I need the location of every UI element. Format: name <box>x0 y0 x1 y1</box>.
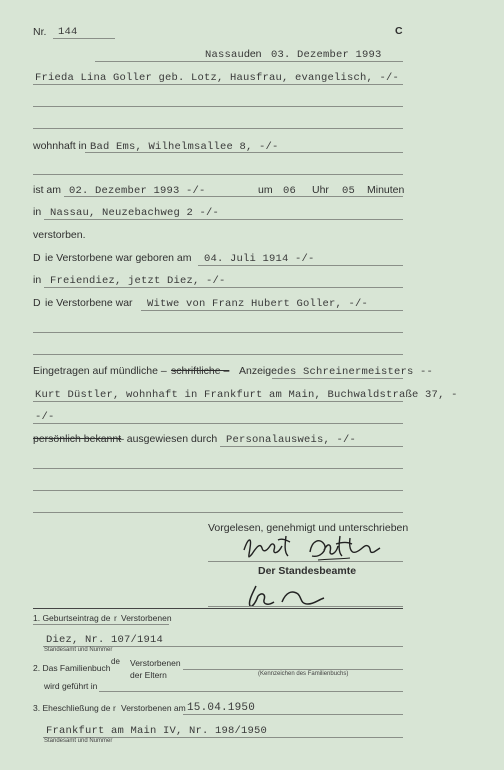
blank-rule-4 <box>33 332 403 333</box>
birth-date-rule <box>198 265 403 266</box>
registrar-label: Der Standesbeamte <box>258 565 357 577</box>
informant-signature <box>238 532 383 564</box>
footnote-2-label: 2. Das Familienbuch <box>33 663 111 673</box>
nr-rule <box>53 38 115 39</box>
marriage-date: 15.04.1950 <box>187 702 256 714</box>
footnote-1-rule-a <box>33 624 169 625</box>
footnote-3-label: 3. Eheschließung de <box>33 703 111 713</box>
residence-label: wohnhaft in <box>33 140 87 152</box>
marital-status: Witwe von Franz Hubert Goller, -/- <box>147 298 369 310</box>
footnote-3-caption: Standesamt und Nummer <box>44 738 113 744</box>
death-date-label: ist am <box>33 184 62 196</box>
blank-rule-7 <box>33 490 403 491</box>
blank-rule-5 <box>33 354 403 355</box>
death-place: Nassau, Neuzebachweg 2 -/- <box>50 207 220 219</box>
informant-line-1: des Schreinermeisters -- <box>277 366 434 378</box>
uhr-label: Uhr <box>312 184 329 196</box>
blank-rule-2 <box>33 128 403 129</box>
footnote-2-caption: (Kennzeichen des Familienbuchs) <box>258 671 349 677</box>
section-divider <box>33 608 403 609</box>
minuten-label: Minuten <box>367 184 405 196</box>
footnote-1-caption: Standesamt und Nummer <box>44 647 113 653</box>
place-date-rule <box>95 61 403 62</box>
birth-d-prefix: D <box>33 252 41 264</box>
place: Nassau <box>205 49 245 61</box>
den-label: den <box>244 48 262 60</box>
death-place-rule <box>44 219 403 220</box>
blank-rule-3 <box>33 174 403 175</box>
marital-d-prefix: D <box>33 297 41 309</box>
footnote-2-rule-a <box>183 669 403 670</box>
id-rule <box>220 446 403 447</box>
footnote-3-suffix: Verstorbenen am <box>121 703 186 713</box>
informant-line-2: Kurt Düstler, wohnhaft in Frankfurt am Main, Buchwaldstraße 37, - <box>35 389 458 401</box>
footnote-2-eltern: der Eltern <box>130 670 167 680</box>
blank-rule-8 <box>33 512 403 513</box>
birth-in-label: in <box>33 274 42 286</box>
death-in-label: in <box>33 206 42 218</box>
report-rule-1 <box>272 378 403 379</box>
report-anzeige: Anzeige <box>239 365 277 377</box>
informant-line-3: -/- <box>35 411 55 423</box>
nr-label: Nr. <box>33 26 47 38</box>
marital-label: ie Verstorbene war <box>45 297 133 309</box>
blank-rule-1 <box>33 106 403 107</box>
death-hour: 06 <box>283 185 297 197</box>
report-prefix: Eingetragen auf mündliche – <box>33 365 167 377</box>
signature-rule-1 <box>208 561 403 562</box>
footnote-2-suffix: wird geführt in <box>44 681 98 691</box>
footnote-1-label: 1. Geburtseintrag de <box>33 613 111 623</box>
id-label: – ausgewiesen durch <box>118 433 218 445</box>
marital-rule <box>141 310 403 311</box>
residence-rule <box>85 152 403 153</box>
marriage-register-entry: Frankfurt am Main IV, Nr. 198/1950 <box>46 725 268 737</box>
footnote-2-verstorbenen: Verstorbenen <box>130 658 181 668</box>
um-label: um <box>258 184 273 196</box>
birth-place: Freiendiez, jetzt Diez, -/- <box>50 275 226 287</box>
read-approved-text: Vorgelesen, genehmigt und unterschrieben <box>208 522 409 534</box>
death-date: 02. Dezember 1993 -/- <box>69 185 206 197</box>
footnote-1-r: r <box>114 613 117 623</box>
death-minutes: 05 <box>342 185 356 197</box>
form-letter: C <box>395 25 403 37</box>
footnote-3-r: r <box>113 703 116 713</box>
report-rule-2 <box>33 401 403 402</box>
report-rule-3 <box>33 423 403 424</box>
report-struck-text: schriftliche – <box>171 365 230 377</box>
footnote-1-suffix: Verstorbenen <box>121 613 172 623</box>
birth-date: 04. Juli 1914 -/- <box>204 253 315 265</box>
birth-register-entry: Diez, Nr. 107/1914 <box>46 634 164 646</box>
record-date: 03. Dezember 1993 <box>271 49 382 61</box>
birth-label: ie Verstorbene war geboren am <box>45 252 192 264</box>
verstorben-label: verstorben. <box>33 229 86 241</box>
footnote-3-rule-a <box>183 714 403 715</box>
footnote-2-rule-b <box>99 691 403 692</box>
signature-rule-2 <box>208 606 403 607</box>
nr-value: 144 <box>58 26 78 38</box>
birth-place-rule <box>44 287 403 288</box>
known-struck-text: persönlich bekannt <box>33 433 122 445</box>
deceased-name: Frieda Lina Goller geb. Lotz, Hausfrau, evangelisch, -/- <box>35 72 400 84</box>
residence-value: Bad Ems, Wilhelmsallee 8, -/- <box>90 141 279 153</box>
footnote-2-de: de <box>111 657 120 666</box>
blank-rule-6 <box>33 468 403 469</box>
id-document: Personalausweis, -/- <box>226 434 357 446</box>
death-date-rule <box>64 196 403 197</box>
name-rule <box>33 84 403 85</box>
